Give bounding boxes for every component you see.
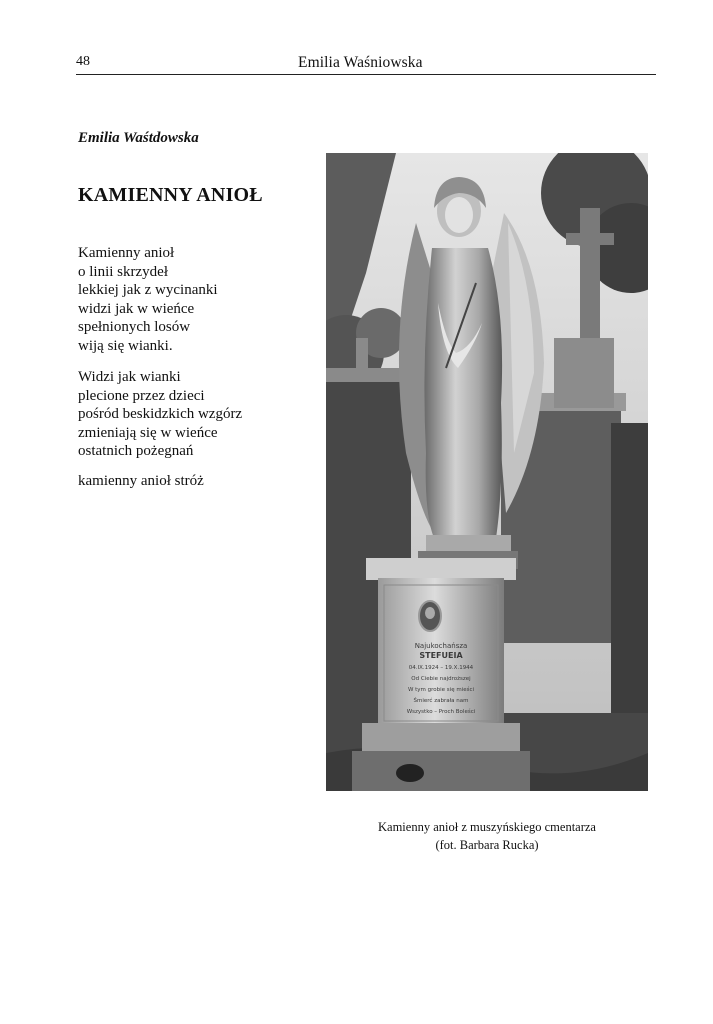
poem-line: zmieniają się w wieńce xyxy=(78,424,218,441)
inscription-line: Od Ciebie najdroższej xyxy=(411,676,471,682)
inscription-line: STEFUEIA xyxy=(419,651,463,660)
inscription-line: Najukochańsza xyxy=(414,642,468,650)
inscription-line: 04.IX.1924 – 19.X.1944 xyxy=(408,665,474,671)
poem-title: KAMIENNY ANIOŁ xyxy=(78,184,263,206)
poem-line: o linii skrzydeł xyxy=(78,263,168,280)
inscription-line: Wszystko – Proch Boleści xyxy=(406,709,476,715)
photo-caption: Kamienny anioł z muszyńskiego cmentarza xyxy=(378,820,596,834)
poem-line: pośród beskidzkich wzgórz xyxy=(78,406,243,423)
poem-stanza-2 xyxy=(78,368,242,461)
poem-line: Widzi jak wianki xyxy=(78,369,181,385)
poem-line: wiją się wianki. xyxy=(78,337,173,354)
poem-stanza-1 xyxy=(78,244,218,356)
angel-monument-photo xyxy=(326,153,648,791)
page-number: 48 xyxy=(76,54,90,69)
running-head-author: Emilia Waśniowska xyxy=(298,54,423,71)
inscription-line: Śmierć zabrała nam xyxy=(413,698,469,704)
poem-line: ostatnich pożegnań xyxy=(78,443,194,460)
angel-monument-illustration xyxy=(326,153,648,791)
running-header xyxy=(76,52,656,75)
photo-credit: (fot. Barbara Rucka) xyxy=(435,838,539,852)
poem-line: Kamienny anioł xyxy=(78,245,175,261)
poem-line: spełnionych losów xyxy=(78,319,191,336)
poem-line: kamienny anioł stróż xyxy=(78,473,204,489)
poem-stanza-3 xyxy=(78,472,204,491)
poem-author: Emilia Waśtdowska xyxy=(78,130,199,146)
poem-line: plecione przez dzieci xyxy=(78,387,205,404)
inscription-line: W tym grobie się mieści xyxy=(407,687,475,693)
poem-line: lekkiej jak z wycinanki xyxy=(78,282,218,299)
poem-line: widzi jak w wieńce xyxy=(78,300,195,317)
